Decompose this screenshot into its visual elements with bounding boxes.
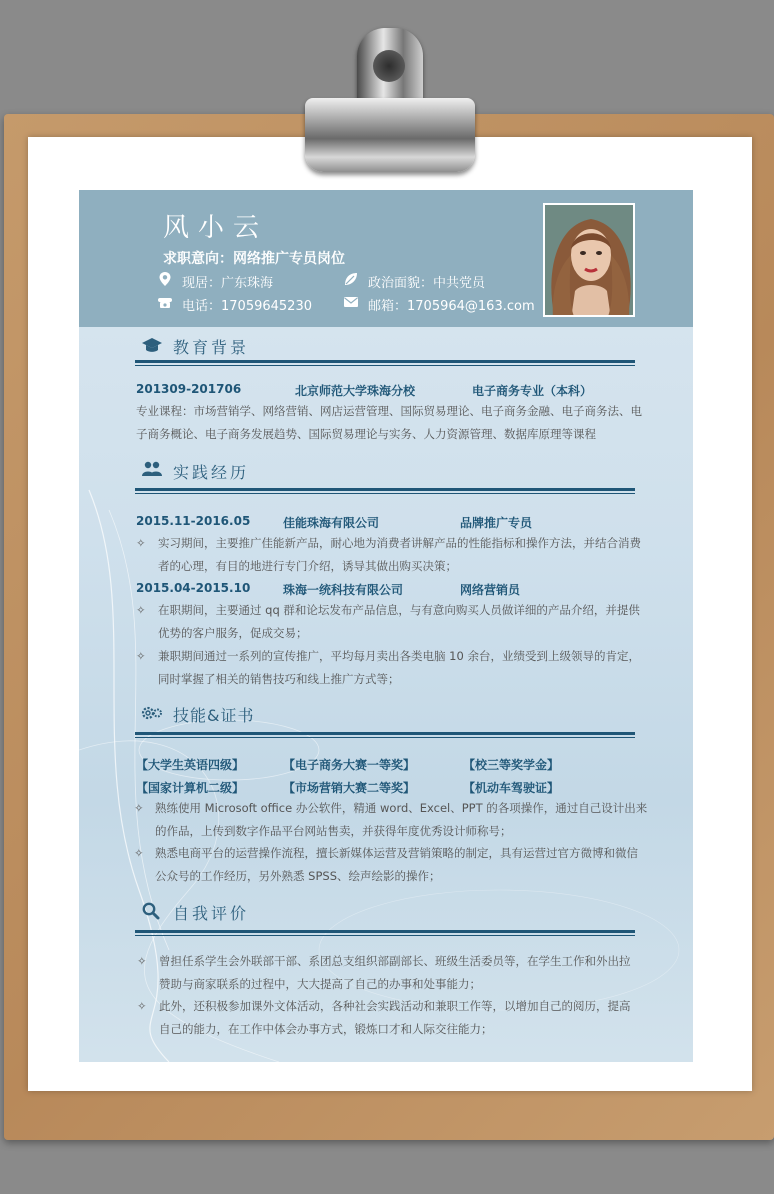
education-title: 教育背景: [173, 338, 250, 357]
self-eval-bullet-2-line-1: 此外，还积极参加课外文体活动，各种社会实践活动和兼职工作等，以增加自己的阅历，提高: [159, 999, 631, 1013]
education-courses: [136, 400, 646, 445]
phone-text: 电话：17059645230: [182, 299, 312, 314]
job1-bullet-1-line-2: 者的心理，有目的地进行专门介绍，诱导其做出购买决策；: [158, 558, 457, 573]
location-text: 现居：广东珠海: [182, 276, 274, 291]
job2-bullet-1-line-2: 优势的客户服务，促成交易；: [158, 625, 308, 640]
bullet-symbol: ✧: [137, 999, 147, 1013]
location-info: [157, 272, 273, 291]
leaf-icon: [343, 271, 359, 287]
skills-divider: [135, 732, 635, 735]
gears-icon: [141, 704, 163, 722]
self-eval-divider: [135, 930, 635, 933]
job2-bullet-1-line-1: 在职期间，主要通过 qq 群和论坛发布产品信息，与有意向购买人员做详细的产品介绍，并提供: [158, 603, 640, 617]
cert-scholarship: 【校三等奖学金】: [463, 758, 560, 772]
self-eval-bullet-1: [137, 950, 657, 995]
bullet-symbol: ✧: [134, 801, 144, 815]
skills-bullet-1: [134, 797, 654, 842]
bullet-symbol: ✧: [134, 846, 144, 860]
self-eval-title: 自我评价: [173, 904, 250, 923]
cert-driving-license: 【机动车驾驶证】: [463, 781, 560, 795]
skills-bullet-2-line-1: 熟悉电商平台的运营操作流程，擅长新媒体运营及营销策略的制定，具有运营过官方微博和微信: [155, 846, 638, 860]
email-info: [343, 295, 535, 314]
cert-cet4: 【大学生英语四级】: [136, 758, 245, 772]
skills-bullet-1-line-1: 熟练使用 Microsoft office 办公软件，精通 word、Excel、PPT 的各项操作，通过自己设计出来: [155, 801, 648, 815]
job2-period: 2015.04-2015.10: [136, 581, 251, 595]
courses-line-2: 子商务概论、电子商务发展趋势、国际贸易理论与实务、人力资源管理、数据库原理等课程: [136, 426, 596, 441]
self-eval-bullet-1-line-2: 赞助与商家联系的过程中，大大提高了自己的办事和处事能力；: [159, 976, 481, 991]
job1-bullet-1-line-1: 实习期间，主要推广佳能新产品，耐心地为消费者讲解产品的性能指标和操作方法，并结合消费: [158, 536, 641, 550]
telephone-icon: [157, 294, 173, 310]
cert-ecommerce-first-prize: 【电子商务大赛一等奖】: [283, 758, 416, 772]
resume-header: [79, 190, 693, 327]
education-period: 201309-201706: [136, 382, 242, 396]
job1-role: 品牌推广专员: [460, 516, 533, 530]
job1-company: 佳能珠海有限公司: [283, 516, 380, 530]
bullet-symbol: ✧: [136, 649, 146, 663]
job1-bullet-1: [136, 532, 656, 577]
bullet-symbol: ✧: [137, 954, 147, 968]
practice-title: 实践经历: [173, 463, 250, 482]
binder-clip-ring: [357, 28, 423, 108]
skills-bullet-2: [134, 842, 654, 887]
job-intent: 求职意向：网络推广专员岗位: [163, 251, 345, 267]
location-pin-icon: [157, 271, 173, 287]
candidate-name: 风小云: [163, 213, 269, 243]
skills-bullet-2-line-2: 公众号的工作经历，另外熟悉 SPSS、绘声绘影的操作；: [155, 868, 441, 883]
phone-info: [157, 295, 312, 314]
job2-bullet-2: [136, 645, 656, 690]
resume: [79, 190, 693, 1062]
job1-period: 2015.11-2016.05: [136, 514, 251, 528]
cert-computer-level2: 【国家计算机二级】: [136, 781, 245, 795]
envelope-icon: [343, 294, 359, 310]
job2-bullet-2-line-1: 兼职期间通过一系列的宣传推广，平均每月卖出各类电脑 10 余台，业绩受到上级领导的肯定，: [158, 649, 640, 663]
graduation-cap-icon: [141, 336, 163, 354]
people-icon: [141, 460, 163, 478]
magnifier-icon: [141, 902, 163, 920]
self-eval-bullet-2: [137, 995, 657, 1040]
portrait-illustration: [545, 205, 635, 317]
job2-role: 网络营销员: [460, 583, 521, 597]
education-divider: [135, 360, 635, 363]
politics-info: [343, 272, 485, 291]
education-school: 北京师范大学珠海分校: [295, 384, 416, 398]
courses-line-1: 专业课程：市场营销学、网络营销、网店运营管理、国际贸易理论、电子商务金融、电子商务法、电: [136, 404, 642, 418]
cert-marketing-second-prize: 【市场营销大赛二等奖】: [283, 781, 416, 795]
bullet-symbol: ✧: [136, 536, 146, 550]
self-eval-bullet-1-line-1: 曾担任系学生会外联部干部、系团总支组织部副部长、班级生活委员等，在学生工作和外出拉: [159, 954, 631, 968]
binder-clip: [305, 98, 475, 172]
job2-bullet-2-line-2: 同时掌握了相关的销售技巧和线上推广方式等；: [158, 671, 400, 686]
practice-divider: [135, 488, 635, 491]
profile-photo: [543, 203, 635, 317]
politics-text: 政治面貌：中共党员: [368, 276, 486, 291]
job2-company: 珠海一统科技有限公司: [283, 583, 404, 597]
self-eval-bullet-2-line-2: 自己的能力，在工作中体会办事方式，锻炼口才和人际交往能力；: [159, 1021, 493, 1036]
bullet-symbol: ✧: [136, 603, 146, 617]
email-text: 邮箱：1705964@163.com: [368, 299, 535, 314]
skills-title: 技能&证书: [173, 706, 255, 725]
skills-bullet-1-line-2: 的作品，上传到数字作品平台网站售卖，并获得年度优秀设计师称号；: [155, 823, 512, 838]
education-major: 电子商务专业（本科）: [472, 384, 593, 398]
job2-bullet-1: [136, 599, 656, 644]
